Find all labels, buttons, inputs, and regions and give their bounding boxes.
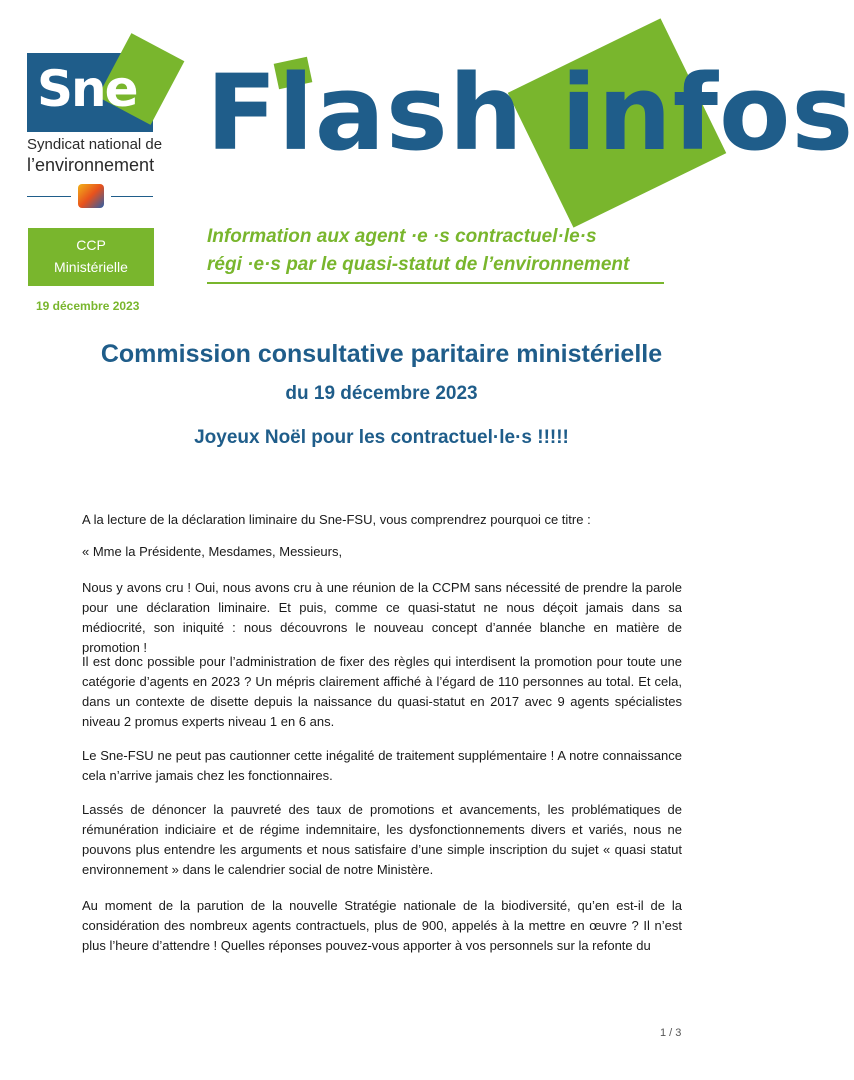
paragraph: A la lecture de la déclaration liminaire du Sne-FSU, vous comprendrez pourquoi ce titre : [82, 512, 591, 527]
paragraph: Lassés de dénoncer la pauvreté des taux de promotions et avancements, les problématiques de rémunération indiciaire et de régime indemnitaire, les dysfonctionnements divers et variés, nous ne pouvons plus entendre les arguments et nous satisfaire d’une simple inscription du sujet « quasi statut environnement » dans le calendrier social de notre Ministère. [82, 802, 682, 877]
info-line-1: Information aux agent ·e ·s contractuel·le·s [207, 226, 597, 247]
logo-word: Sne [37, 60, 137, 118]
sne-logo [27, 53, 153, 132]
paragraph: Le Sne-FSU ne peut pas cautionner cette inégalité de traitement supplémentaire ! A notre connaissance cela n’arrive jamais chez les fonctionnaires. [82, 748, 682, 783]
page-number: 1 / 3 [660, 1027, 682, 1039]
ccp-line2: Ministérielle [54, 259, 128, 275]
paragraph: Au moment de la parution de la nouvelle Stratégie nationale de la biodiversité, qu’en est-il de la considération des nombreux agents contractuels, plus de 900, appelés à la mettre en œuvre ? Il n’est plus l’heure d’attendre ! Quelles réponses pouvez-vous apporter à vos personnels sur la refonte du [82, 898, 682, 953]
fsu-logo-icon [78, 184, 104, 208]
date-heading: du 19 décembre 2023 [285, 383, 478, 404]
logo-divider-right [111, 196, 153, 197]
main-heading: Commission consultative paritaire ministérielle [100, 340, 663, 368]
logo-subtitle-line1: Syndicat national de [27, 136, 163, 153]
ccp-line1: CCP [76, 237, 106, 253]
ccp-badge [28, 228, 154, 286]
issue-date: 19 décembre 2023 [36, 299, 140, 313]
paragraph: Il est donc possible pour l’administration de fixer des règles qui interdisent la promotion pour toute une catégorie d’agents en 2023 ? Un mépris clairement affiché à l’égard de 110 personnes au total. Et cela, dans un contexte de disette depuis la naissance du quasi-statut en 2017 avec 9 agents spécialistes niveau 2 promus experts niveau 1 en 6 ans. [82, 654, 682, 729]
info-line-2: régi ·e·s par le quasi-statut de l’environnement [207, 254, 630, 275]
logo-subtitle-line2: l’environnement [27, 155, 155, 175]
page-title: Flash infos [206, 52, 854, 174]
info-underline [207, 282, 664, 284]
paragraph: Nous y avons cru ! Oui, nous avons cru à une réunion de la CCPM sans nécessité de prendre la parole pour une déclaration liminaire. Et puis, comme ce quasi-statut ne nous déçoit jamais dans sa médiocrité, son iniquité : nous découvrons le nouveau concept d’année blanche en matière de promotion ! [82, 580, 682, 655]
subtitle-heading: Joyeux Noël pour les contractuel·le·s !!!!! [194, 427, 569, 448]
paragraph: « Mme la Présidente, Mesdames, Messieurs, [82, 544, 343, 559]
logo-divider-left [27, 196, 71, 197]
